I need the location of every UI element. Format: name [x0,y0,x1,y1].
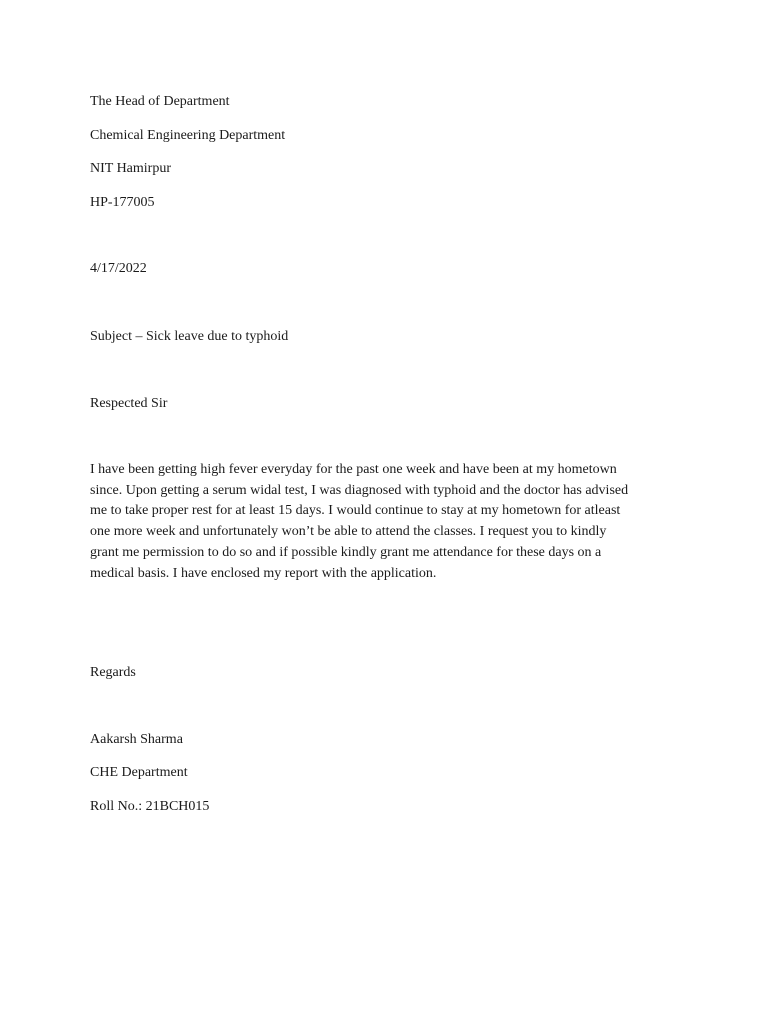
body-line: one more week and unfortunately won’t be able to attend the classes. I request you to kindly [90,524,607,540]
letter-subject: Subject – Sick leave due to typhoid [90,329,289,344]
sender-roll-number: Roll No.: 21BCH015 [90,799,210,814]
recipient-title: The Head of Department [90,94,230,109]
letter-body [90,460,676,584]
closing: Regards [90,665,136,680]
body-line: since. Upon getting a serum widal test, I was diagnosed with typhoid and the doctor has advised [90,482,629,498]
recipient-department: Chemical Engineering Department [90,128,286,143]
salutation: Respected Sir [90,396,168,411]
body-line: I have been getting high fever everyday for the past one week and have been at my hometown [90,462,617,477]
sender-name: Aakarsh Sharma [90,732,183,747]
body-line: medical basis. I have enclosed my report with the application. [90,565,437,581]
letter-date: 4/17/2022 [90,261,147,276]
body-line: me to take proper rest for at least 15 days. I would continue to stay at my hometown for atleast [90,503,621,519]
body-line: grant me permission to do so and if possible kindly grant me attendance for these days on a [90,544,602,560]
sender-department: CHE Department [90,765,188,780]
recipient-institute: NIT Hamirpur [90,161,171,176]
recipient-pincode: HP-177005 [90,195,155,210]
